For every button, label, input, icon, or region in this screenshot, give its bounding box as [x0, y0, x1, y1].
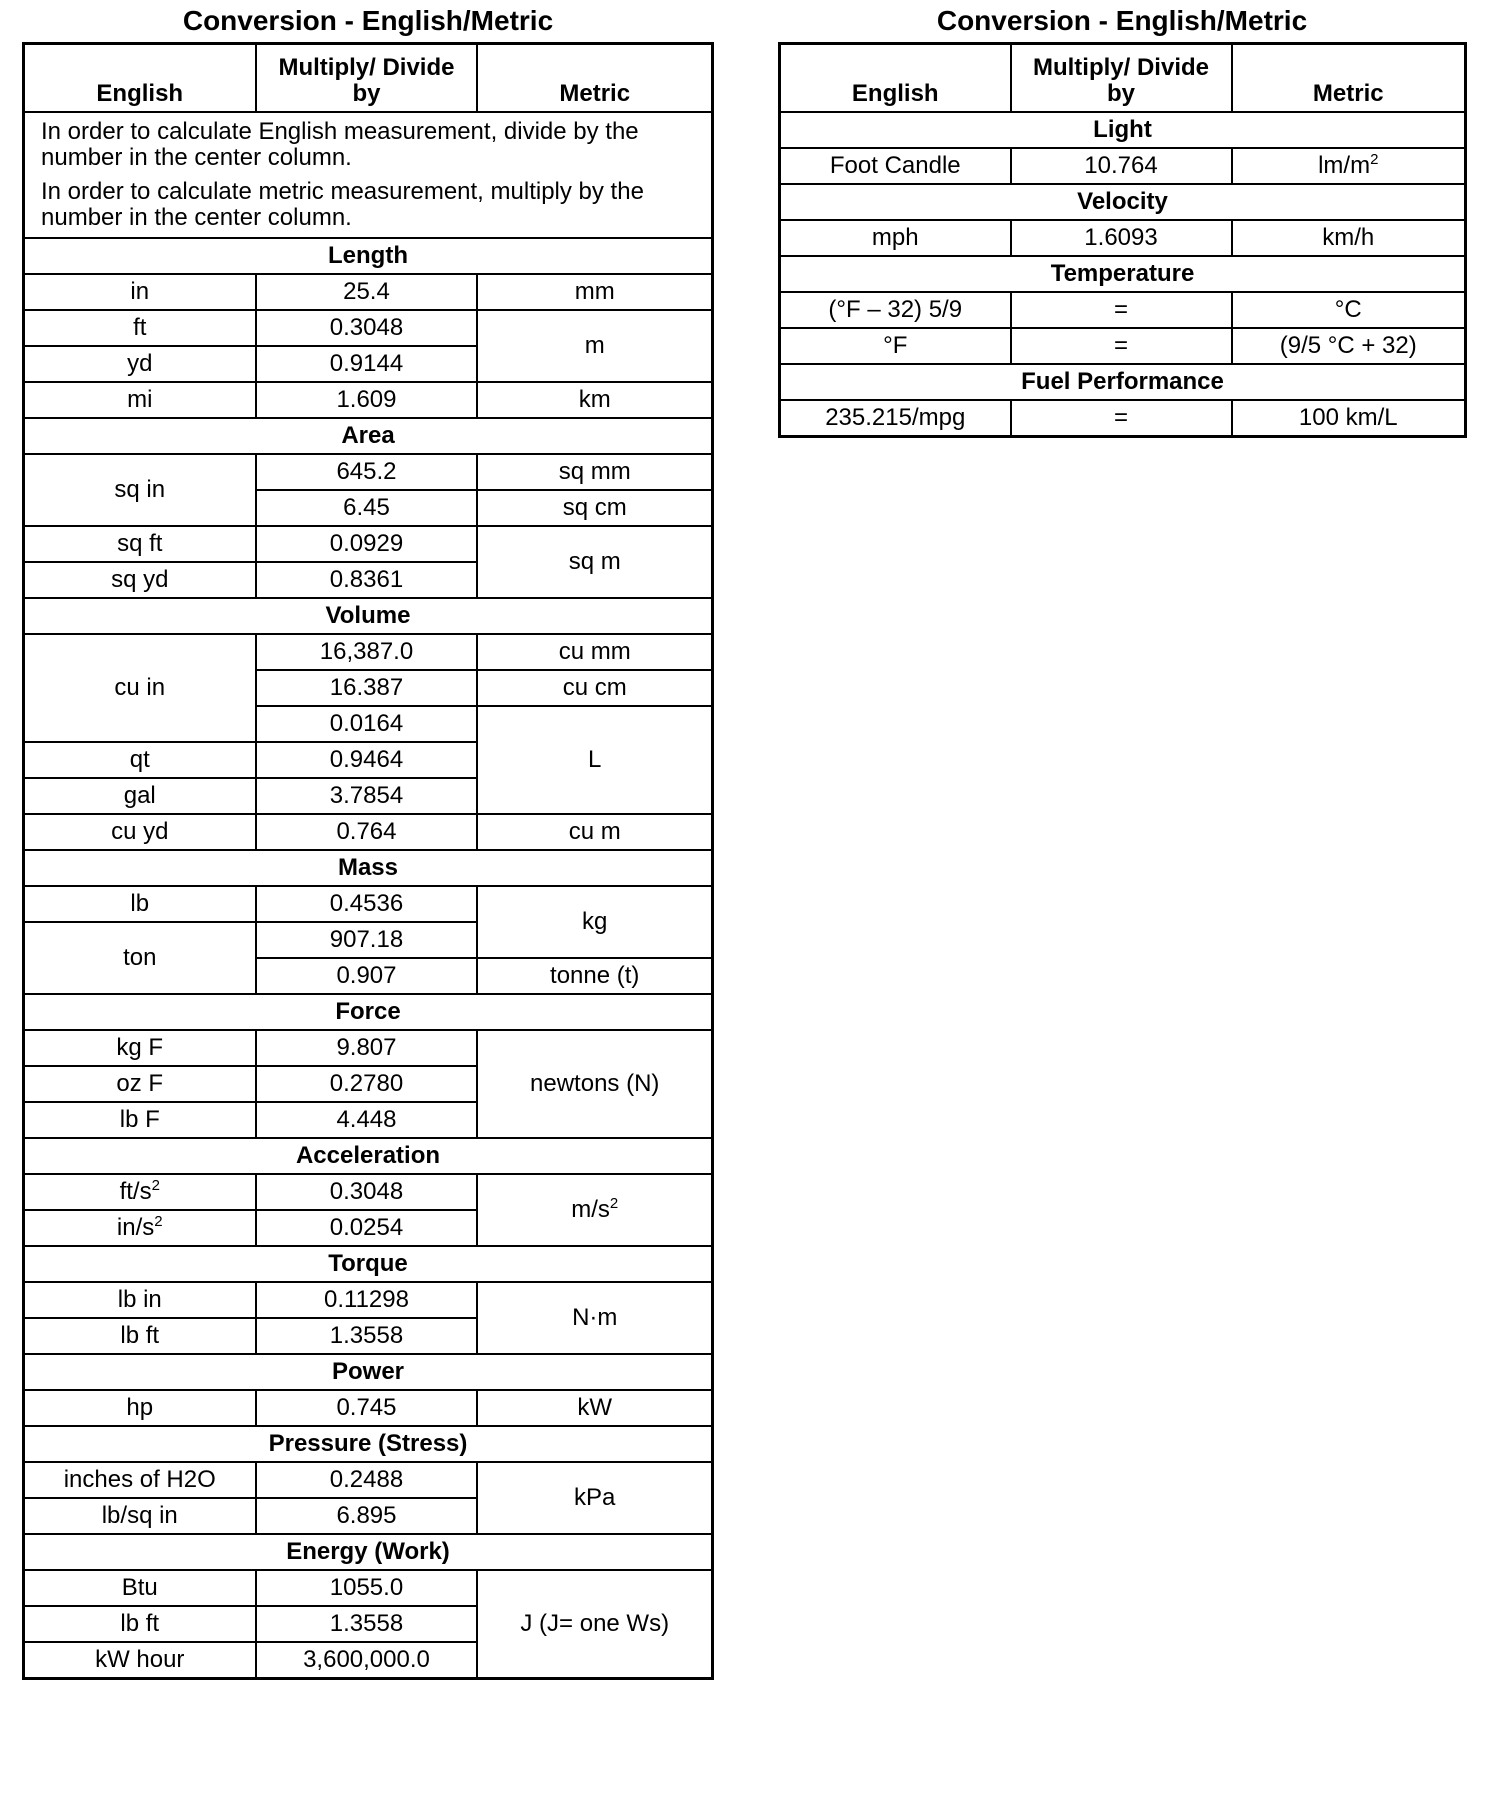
factor-cell-text: 0.11298: [323, 1286, 409, 1313]
factor-cell-text: 6.895: [336, 1502, 397, 1529]
factor-cell-text: 907.18: [329, 926, 404, 953]
col-header-factor: [1011, 44, 1232, 113]
metric-unit-cell: [477, 1570, 712, 1679]
section-header-row: [24, 994, 713, 1030]
metric-unit-cell-text: N·m: [572, 1304, 618, 1331]
section-title: Pressure (Stress): [24, 1426, 713, 1462]
factor-cell-text: =: [1113, 296, 1128, 323]
english-unit-cell: [780, 328, 1011, 364]
factor-cell: [256, 1030, 478, 1066]
factor-cell: [256, 670, 478, 706]
factor-cell-text: 1.3558: [329, 1322, 404, 1349]
conversion-row: [780, 148, 1466, 184]
factor-cell: [1011, 328, 1232, 364]
factor-cell-text: 0.764: [336, 818, 397, 845]
english-unit-cell: [24, 310, 256, 346]
section-title: Force: [24, 994, 713, 1030]
english-unit-cell-text: lb in: [117, 1286, 162, 1313]
section-header-row: [24, 418, 713, 454]
metric-unit-cell-text: °C: [1334, 296, 1362, 323]
metric-unit-cell: [1232, 328, 1466, 364]
metric-unit-cell-text: J (J= one Ws): [520, 1610, 670, 1637]
english-unit-cell-text: inches of H2O: [63, 1466, 216, 1493]
factor-cell-text: 0.0254: [329, 1214, 404, 1241]
section-title: Velocity: [780, 184, 1466, 220]
english-unit-cell-text: lb ft: [120, 1322, 160, 1349]
section-header-row: [24, 1354, 713, 1390]
metric-unit-cell-text: cu mm: [558, 638, 631, 665]
right-conversion-table: [778, 42, 1467, 438]
english-unit-cell-text: qt: [129, 746, 150, 773]
factor-cell: [256, 1102, 478, 1138]
conversion-row: [24, 1030, 713, 1066]
metric-unit-cell-text: kW: [577, 1394, 613, 1421]
metric-unit-cell-text: sq m: [568, 548, 621, 575]
metric-unit-cell: [1232, 292, 1466, 328]
metric-unit-cell-text: sq mm: [558, 458, 631, 485]
factor-cell-text: 9.807: [336, 1034, 397, 1061]
english-unit-cell-text: gal: [123, 782, 156, 809]
section-header-row: [24, 598, 713, 634]
factor-cell: [256, 454, 478, 490]
english-unit-cell-text: ft/s: [119, 1178, 152, 1205]
left-table-title: Conversion - English/Metric: [182, 5, 554, 36]
left-conversion-panel: [22, 0, 714, 1680]
metric-unit-cell: [477, 454, 712, 490]
english-unit-cell: [24, 1390, 256, 1426]
conversion-row: [24, 382, 713, 418]
factor-cell-text: 25.4: [343, 278, 390, 305]
english-unit-cell-text: ft: [133, 314, 147, 341]
english-unit-cell: [24, 526, 256, 562]
left-conversion-table: [22, 42, 714, 1680]
english-unit-cell: [24, 742, 256, 778]
section-title: Area: [24, 418, 713, 454]
factor-cell: [256, 922, 478, 958]
factor-cell: [256, 382, 478, 418]
factor-cell-text: 0.745: [336, 1394, 397, 1421]
section-header-row: [780, 256, 1466, 292]
english-unit-cell-text: ton: [123, 944, 157, 971]
english-unit-cell-text: mi: [127, 386, 153, 413]
metric-unit-cell: [477, 1174, 712, 1246]
factor-cell-text: 3.7854: [329, 782, 404, 809]
col-header-factor-line1: Multiply/ Divide: [1032, 54, 1209, 81]
metric-unit-cell: [477, 1282, 712, 1354]
metric-unit-cell-text: kg: [582, 908, 608, 935]
factor-cell: [256, 1066, 478, 1102]
intro-english-instruction: In order to calculate English measurement, divide by the number in the center column.: [41, 118, 639, 171]
factor-cell: [256, 490, 478, 526]
english-unit-cell: [24, 1102, 256, 1138]
metric-unit-cell-text: 100 km/L: [1298, 404, 1398, 431]
metric-unit-cell: [477, 1462, 712, 1534]
conversion-row: [24, 1174, 713, 1210]
factor-cell: [256, 526, 478, 562]
section-title: Temperature: [780, 256, 1466, 292]
english-unit-cell: [24, 1210, 256, 1246]
conversion-row: [780, 328, 1466, 364]
factor-cell: [256, 706, 478, 742]
factor-cell-text: 3,600,000.0: [303, 1646, 430, 1673]
english-unit-cell: [24, 1642, 256, 1679]
metric-unit-cell-text: L: [588, 746, 602, 773]
intro-text: [24, 112, 713, 238]
factor-cell: [256, 1390, 478, 1426]
english-unit-cell: [24, 562, 256, 598]
col-header-english: English: [780, 44, 1011, 113]
factor-cell: [256, 1318, 478, 1354]
english-unit-cell-text: lb: [130, 890, 150, 917]
col-header-factor-line2: by: [1106, 80, 1135, 107]
english-unit-cell: [24, 454, 256, 526]
factor-cell: [256, 814, 478, 850]
factor-cell: [256, 958, 478, 994]
metric-unit-cell: [477, 274, 712, 310]
metric-unit-cell-text: cu m: [568, 818, 621, 845]
metric-unit-cell: [477, 670, 712, 706]
col-header-factor-line2: by: [352, 80, 381, 107]
english-unit-cell-text: hp: [126, 1394, 154, 1421]
factor-cell: [256, 310, 478, 346]
factor-cell: [256, 1642, 478, 1679]
metric-unit-cell-text: tonne (t): [550, 962, 640, 989]
metric-unit-cell: [477, 706, 712, 814]
metric-unit-cell: [1232, 220, 1466, 256]
factor-cell-text: 0.0929: [329, 530, 404, 557]
section-title: Torque: [24, 1246, 713, 1282]
english-unit-cell: [24, 814, 256, 850]
factor-cell-text: 6.45: [343, 494, 390, 521]
metric-unit-cell-text: m: [584, 332, 605, 359]
section-title: Acceleration: [24, 1138, 713, 1174]
english-unit-cell-text: lb/sq in: [101, 1502, 178, 1529]
section-header-row: [24, 1534, 713, 1570]
english-unit-cell-text: sq in: [114, 476, 166, 503]
metric-unit-cell: [1232, 148, 1466, 184]
col-header-factor-line1: Multiply/ Divide: [278, 54, 455, 81]
metric-unit-cell: [477, 814, 712, 850]
metric-unit-cell: [477, 1030, 712, 1138]
section-header-row: [24, 238, 713, 274]
english-unit-cell: [780, 292, 1011, 328]
conversion-row: [780, 220, 1466, 256]
section-title: Energy (Work): [24, 1534, 713, 1570]
section-header-row: [24, 1426, 713, 1462]
english-unit-cell: [24, 922, 256, 994]
section-header-row: [780, 364, 1466, 400]
conversion-row: [24, 1462, 713, 1498]
section-header-row: [780, 112, 1466, 148]
english-unit-cell: [24, 382, 256, 418]
conversion-row: [24, 274, 713, 310]
factor-cell-text: 0.3048: [329, 1178, 404, 1205]
english-unit-cell-text: cu in: [114, 674, 166, 701]
english-unit-cell-text: kg F: [116, 1034, 164, 1061]
right-conversion-panel: [778, 0, 1466, 438]
factor-cell: [1011, 400, 1232, 437]
metric-unit-cell: [477, 634, 712, 670]
metric-unit-cell-text: lm/m: [1318, 152, 1371, 179]
metric-unit-cell-superscript: 2: [1370, 151, 1379, 168]
metric-unit-cell-text: sq cm: [562, 494, 627, 521]
conversion-row: [24, 814, 713, 850]
english-unit-cell-text: oz F: [116, 1070, 164, 1097]
english-unit-cell: [24, 1498, 256, 1534]
factor-cell-text: 0.907: [336, 962, 397, 989]
english-unit-cell: [24, 886, 256, 922]
factor-cell-text: 0.3048: [329, 314, 404, 341]
english-unit-cell-text: in/s: [116, 1214, 155, 1241]
factor-cell: [256, 1606, 478, 1642]
factor-cell: [256, 1210, 478, 1246]
english-unit-cell: [780, 148, 1011, 184]
conversion-row: [24, 454, 713, 490]
factor-cell: [256, 778, 478, 814]
metric-unit-cell-text: m/s: [571, 1196, 610, 1223]
factor-cell-text: 10.764: [1084, 152, 1158, 179]
header-row: [24, 44, 713, 113]
metric-unit-cell: [477, 310, 712, 382]
metric-unit-cell: [477, 1390, 712, 1426]
english-unit-cell: [24, 1318, 256, 1354]
factor-cell: [256, 1498, 478, 1534]
right-table-title: Conversion - English/Metric: [936, 5, 1308, 36]
metric-unit-cell: [477, 490, 712, 526]
metric-unit-cell-text: newtons (N): [530, 1070, 660, 1097]
english-unit-cell: [24, 1570, 256, 1606]
intro-metric-instruction: In order to calculate metric measurement, multiply by the number in the center column.: [41, 178, 644, 231]
section-header-row: [780, 184, 1466, 220]
factor-cell: [256, 346, 478, 382]
english-unit-cell-text: sq ft: [117, 530, 163, 557]
intro-row: [24, 112, 713, 238]
factor-cell-text: 1.6093: [1084, 224, 1158, 251]
conversion-row: [24, 1390, 713, 1426]
english-unit-cell: [24, 1462, 256, 1498]
factor-cell: [1011, 292, 1232, 328]
factor-cell: [256, 1462, 478, 1498]
conversion-row: [24, 1282, 713, 1318]
factor-cell-text: 645.2: [336, 458, 397, 485]
english-unit-cell-text: lb ft: [120, 1610, 160, 1637]
english-unit-cell-superscript: 2: [154, 1213, 163, 1230]
metric-unit-cell-text: mm: [574, 278, 615, 305]
factor-cell-text: 0.9464: [329, 746, 404, 773]
english-unit-cell: [780, 400, 1011, 437]
english-unit-cell: [780, 220, 1011, 256]
metric-unit-cell-text: km/h: [1322, 224, 1375, 251]
col-header-factor: [256, 44, 478, 113]
factor-cell-text: 1.3558: [329, 1610, 404, 1637]
factor-cell-text: 0.4536: [329, 890, 404, 917]
english-unit-cell-text: °F: [883, 332, 908, 359]
section-header-row: [24, 1246, 713, 1282]
english-unit-cell-text: Btu: [121, 1574, 158, 1601]
col-header-metric: Metric: [477, 44, 712, 113]
english-unit-cell: [24, 1174, 256, 1210]
section-title: Light: [780, 112, 1466, 148]
metric-unit-cell: [477, 382, 712, 418]
english-unit-cell: [24, 634, 256, 742]
factor-cell-text: =: [1113, 332, 1128, 359]
english-unit-cell: [24, 778, 256, 814]
section-title: Fuel Performance: [780, 364, 1466, 400]
factor-cell-text: 0.9144: [329, 350, 404, 377]
metric-unit-cell-text: km: [578, 386, 611, 413]
section-title: Power: [24, 1354, 713, 1390]
factor-cell-text: =: [1113, 404, 1128, 431]
factor-cell: [256, 886, 478, 922]
metric-unit-cell: [1232, 400, 1466, 437]
conversion-row: [24, 526, 713, 562]
factor-cell-text: 0.2780: [329, 1070, 404, 1097]
factor-cell: [1011, 220, 1232, 256]
english-unit-cell-text: 235.215/mpg: [825, 404, 966, 431]
english-unit-cell-text: lb F: [119, 1106, 160, 1133]
english-unit-cell: [24, 1030, 256, 1066]
english-unit-cell-text: yd: [127, 350, 153, 377]
factor-cell: [1011, 148, 1232, 184]
factor-cell-text: 16.387: [329, 674, 404, 701]
english-unit-cell: [24, 1606, 256, 1642]
factor-cell-text: 1.609: [336, 386, 397, 413]
factor-cell: [256, 742, 478, 778]
english-unit-cell-text: (°F – 32) 5/9: [828, 296, 963, 323]
conversion-row: [24, 886, 713, 922]
english-unit-cell: [24, 1282, 256, 1318]
english-unit-cell-text: mph: [871, 224, 919, 251]
english-unit-cell-text: sq yd: [111, 566, 169, 593]
factor-cell-text: 16,387.0: [319, 638, 414, 665]
section-header-row: [24, 1138, 713, 1174]
english-unit-cell-text: Foot Candle: [829, 152, 961, 179]
metric-unit-cell: [477, 958, 712, 994]
section-header-row: [24, 850, 713, 886]
section-title: Mass: [24, 850, 713, 886]
factor-cell-text: 0.2488: [329, 1466, 404, 1493]
english-unit-cell: [24, 274, 256, 310]
metric-unit-cell-superscript: 2: [609, 1195, 619, 1212]
factor-cell-text: 0.0164: [329, 710, 404, 737]
factor-cell: [256, 1174, 478, 1210]
metric-unit-cell-text: kPa: [574, 1484, 616, 1511]
english-unit-cell: [24, 346, 256, 382]
section-title: Volume: [24, 598, 713, 634]
factor-cell: [256, 274, 478, 310]
factor-cell-text: 1055.0: [329, 1574, 404, 1601]
conversion-row: [780, 292, 1466, 328]
section-title: Length: [24, 238, 713, 274]
metric-unit-cell-text: cu cm: [562, 674, 627, 701]
english-unit-cell-text: cu yd: [111, 818, 169, 845]
english-unit-cell-text: in: [130, 278, 150, 305]
factor-cell: [256, 1282, 478, 1318]
col-header-metric: Metric: [1232, 44, 1466, 113]
metric-unit-cell: [477, 526, 712, 598]
conversion-row: [24, 310, 713, 346]
factor-cell-text: 4.448: [336, 1106, 397, 1133]
english-unit-cell-superscript: 2: [151, 1177, 160, 1194]
header-row: [780, 44, 1466, 113]
conversion-row: [24, 1570, 713, 1606]
english-unit-cell: [24, 1066, 256, 1102]
conversion-row: [780, 400, 1466, 437]
metric-unit-cell-text: (9/5 °C + 32): [1279, 332, 1417, 359]
factor-cell-text: 0.8361: [329, 566, 404, 593]
factor-cell: [256, 634, 478, 670]
conversion-row: [24, 634, 713, 670]
metric-unit-cell: [477, 886, 712, 958]
english-unit-cell-text: kW hour: [95, 1646, 185, 1673]
factor-cell: [256, 1570, 478, 1606]
col-header-english: English: [24, 44, 256, 113]
factor-cell: [256, 562, 478, 598]
